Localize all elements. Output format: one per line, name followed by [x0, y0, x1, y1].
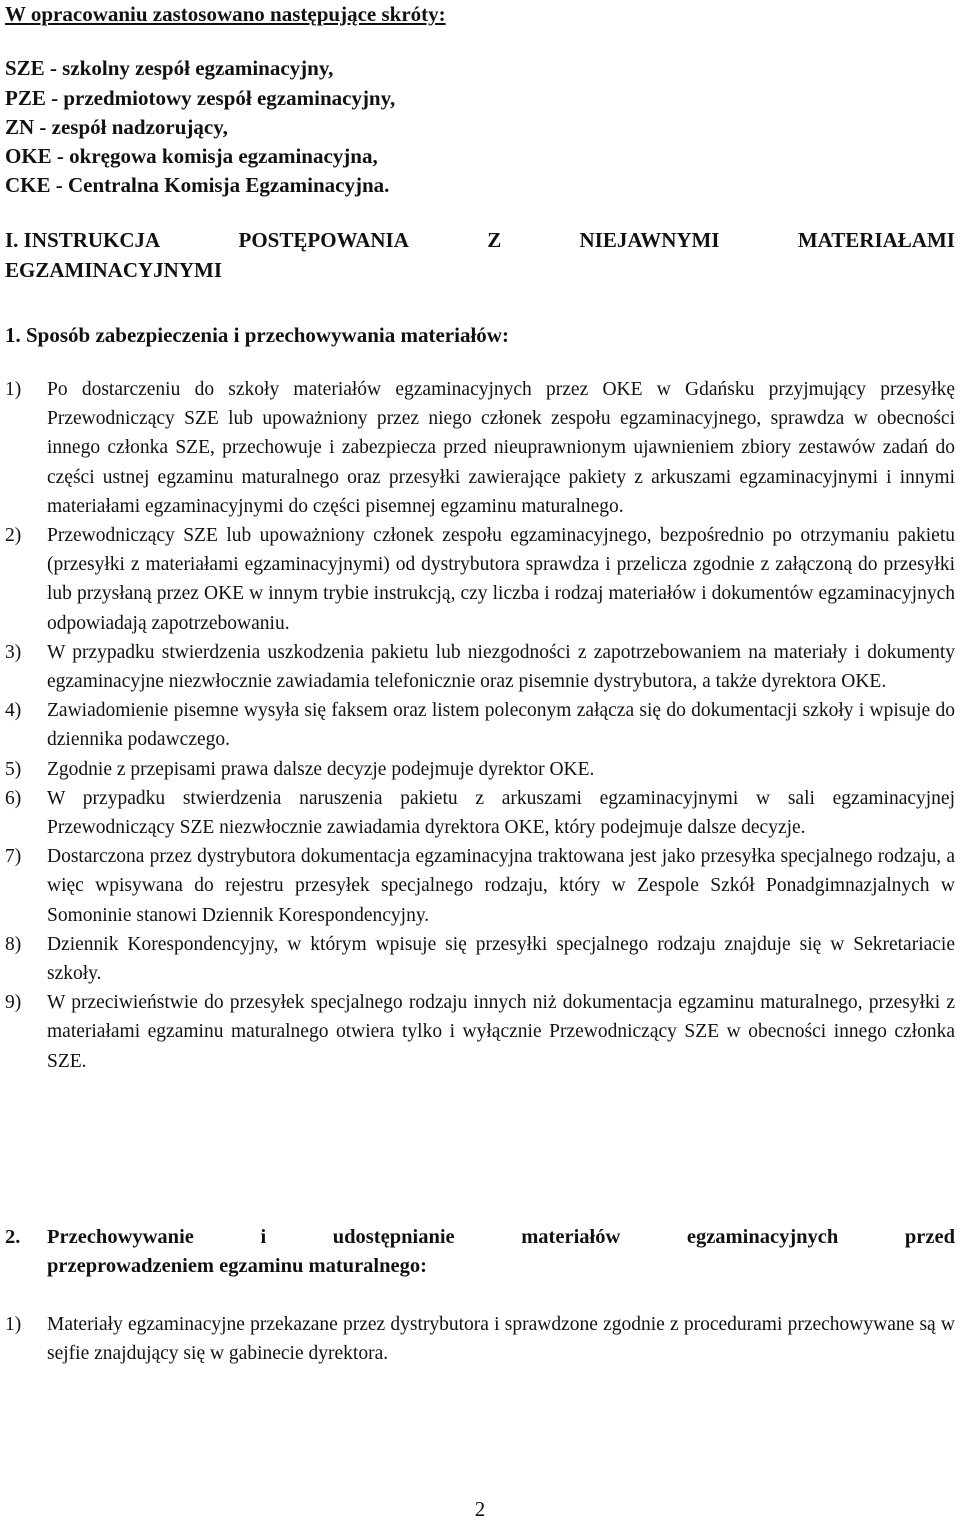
section-1-title-word: MATERIAŁAMI [797, 228, 955, 252]
list-item-number: 2) [5, 525, 22, 547]
list-item-text: Dziennik Korespondencyjny, w którym wpisuje się przesyłki specjalnego rodzaju znajduje się w Sekretariacie szkoły. [47, 933, 955, 985]
list-item [5, 930, 955, 988]
list-item [5, 988, 955, 1076]
list-item-number: 9) [5, 992, 22, 1014]
section-1-title-word: POSTĘPOWANIA [238, 228, 409, 252]
list-item-text: Przewodniczący SZE lub upoważniony członek zespołu egzaminacyjnego, bezpośrednio po otrzymaniu pakietu (przesyłki z materiałami egzaminacyjnymi) od dystrybutora sprawdza i przelicza zgodnie z załączoną do przesyłki lub przysłaną przez OKE w innym trybie instrukcją, czy liczba i rodzaj materiałów i dokumentów egzaminacyjnych odpowiadają zapotrzebowaniu. [47, 525, 955, 634]
list-item-text: W przeciwieństwie do przesyłek specjalnego rodzaju innych niż dokumentacja egzaminu maturalnego, przesyłki z materiałami egzaminu maturalnego otwiera tylko i wyłącznie Przewodniczący SZE w obecności innego członka SZE. [47, 992, 955, 1072]
list-item-text: Po dostarczeniu do szkoły materiałów egzaminacyjnych przez OKE w Gdańsku przyjmujący przesyłkę Przewodniczący SZE lub upoważniony przez niego członek zespołu egzaminacyjnego, sprawdza w obecności innego członka SZE, przechowuje i zabezpiecza przed nieuprawnionym ujawnieniem zbiory zestawów zadań do części ustnej egzaminu maturalnego oraz przesyłki zawierające pakiety z arkuszami egzaminacyjnymi i innymi materiałami egzaminacyjnymi do części pisemnej egzaminu maturalnego. [47, 379, 955, 517]
list-item-text: Zawiadomienie pisemne wysyła się faksem oraz listem poleconym załącza się do dokumentacji szkoły i wpisuje do dziennika podawczego. [47, 700, 955, 751]
list-item-number: 1) [5, 379, 22, 400]
list-item [5, 696, 955, 754]
list-item-number: 6) [5, 787, 22, 809]
section-1-title-word: Z [487, 228, 502, 252]
subsection-2-title [5, 1223, 955, 1281]
list-item-number: 1) [5, 1314, 22, 1335]
abbreviation-cke: CKE - Centralna Komisja Egzaminacyjna. [5, 173, 390, 197]
subsection-2-title-line1: Przechowywanie i udostępnianie materiałów egzaminacyjnych przed [47, 1226, 955, 1248]
list-item [5, 1310, 955, 1368]
list-item [5, 755, 955, 784]
section-1-title-word: I. INSTRUKCJA [5, 228, 161, 252]
list-item [5, 842, 955, 930]
abbreviations-heading: W opracowaniu zastosowano następujące skróty: [5, 2, 446, 26]
list-item-number: 3) [5, 641, 22, 663]
section-1-title-word: NIEJAWNYMI [579, 228, 720, 252]
list-item-text: Dostarczona przez dystrybutora dokumentacja egzaminacyjna traktowana jest jako przesyłka specjalnego rodzaju, a więc wpisywana do rejestru przesyłek specjalnego rodzaju, który w Zespole Szkół Ponadgimnazjalnych w Somoninie stanowi Dziennik Korespondencyjny. [47, 846, 955, 926]
subsection-1-title: 1. Sposób zabezpieczenia i przechowywania materiałów: [5, 323, 509, 347]
page-number: 2 [474, 1497, 486, 1521]
subsection-2-list [5, 1310, 955, 1368]
abbreviation-zn: ZN - zespół nadzorujący, [5, 115, 228, 139]
list-item [5, 375, 955, 521]
subsection-2-number: 2. [5, 1226, 21, 1248]
list-item-text: W przypadku stwierdzenia uszkodzenia pakietu lub niezgodności z zapotrzebowaniem na materiały i dokumenty egzaminacyjne niezwłocznie zawiadamia telefonicznie oraz pisemnie dystrybutora, a także dyrektora OKE. [47, 641, 955, 693]
abbreviation-oke: OKE - okręgowa komisja egzaminacyjna, [5, 144, 378, 168]
subsection-2-title-line2: przeprowadzeniem egzaminu maturalnego: [47, 1255, 427, 1277]
subsection-1-list [5, 375, 955, 1076]
abbreviation-pze: PZE - przedmiotowy zespół egzaminacyjny, [5, 86, 396, 110]
list-item [5, 784, 955, 842]
abbreviation-sze: SZE - szkolny zespół egzaminacyjny, [5, 56, 334, 80]
list-item-number: 4) [5, 700, 22, 722]
list-item-number: 5) [5, 758, 22, 780]
list-item-text: W przypadku stwierdzenia naruszenia pakietu z arkuszami egzaminacyjnymi w sali egzaminacyjnej Przewodniczący SZE niezwłocznie zawiadamia dyrektora OKE, który podejmuje dalsze decyzje. [47, 787, 955, 839]
section-1-title [5, 228, 955, 283]
list-item-number: 8) [5, 933, 22, 955]
list-item-text: Materiały egzaminacyjne przekazane przez dystrybutora i sprawdzone zgodnie z procedurami przechowywane są w sejfie znajdujący się w gabinecie dyrektora. [47, 1314, 955, 1365]
list-item [5, 521, 955, 638]
list-item-number: 7) [5, 846, 22, 868]
section-1-title-line2: EGZAMINACYJNYMI [5, 258, 222, 282]
list-item-text: Zgodnie z przepisami prawa dalsze decyzje podejmuje dyrektor OKE. [47, 758, 595, 780]
list-item [5, 638, 955, 696]
